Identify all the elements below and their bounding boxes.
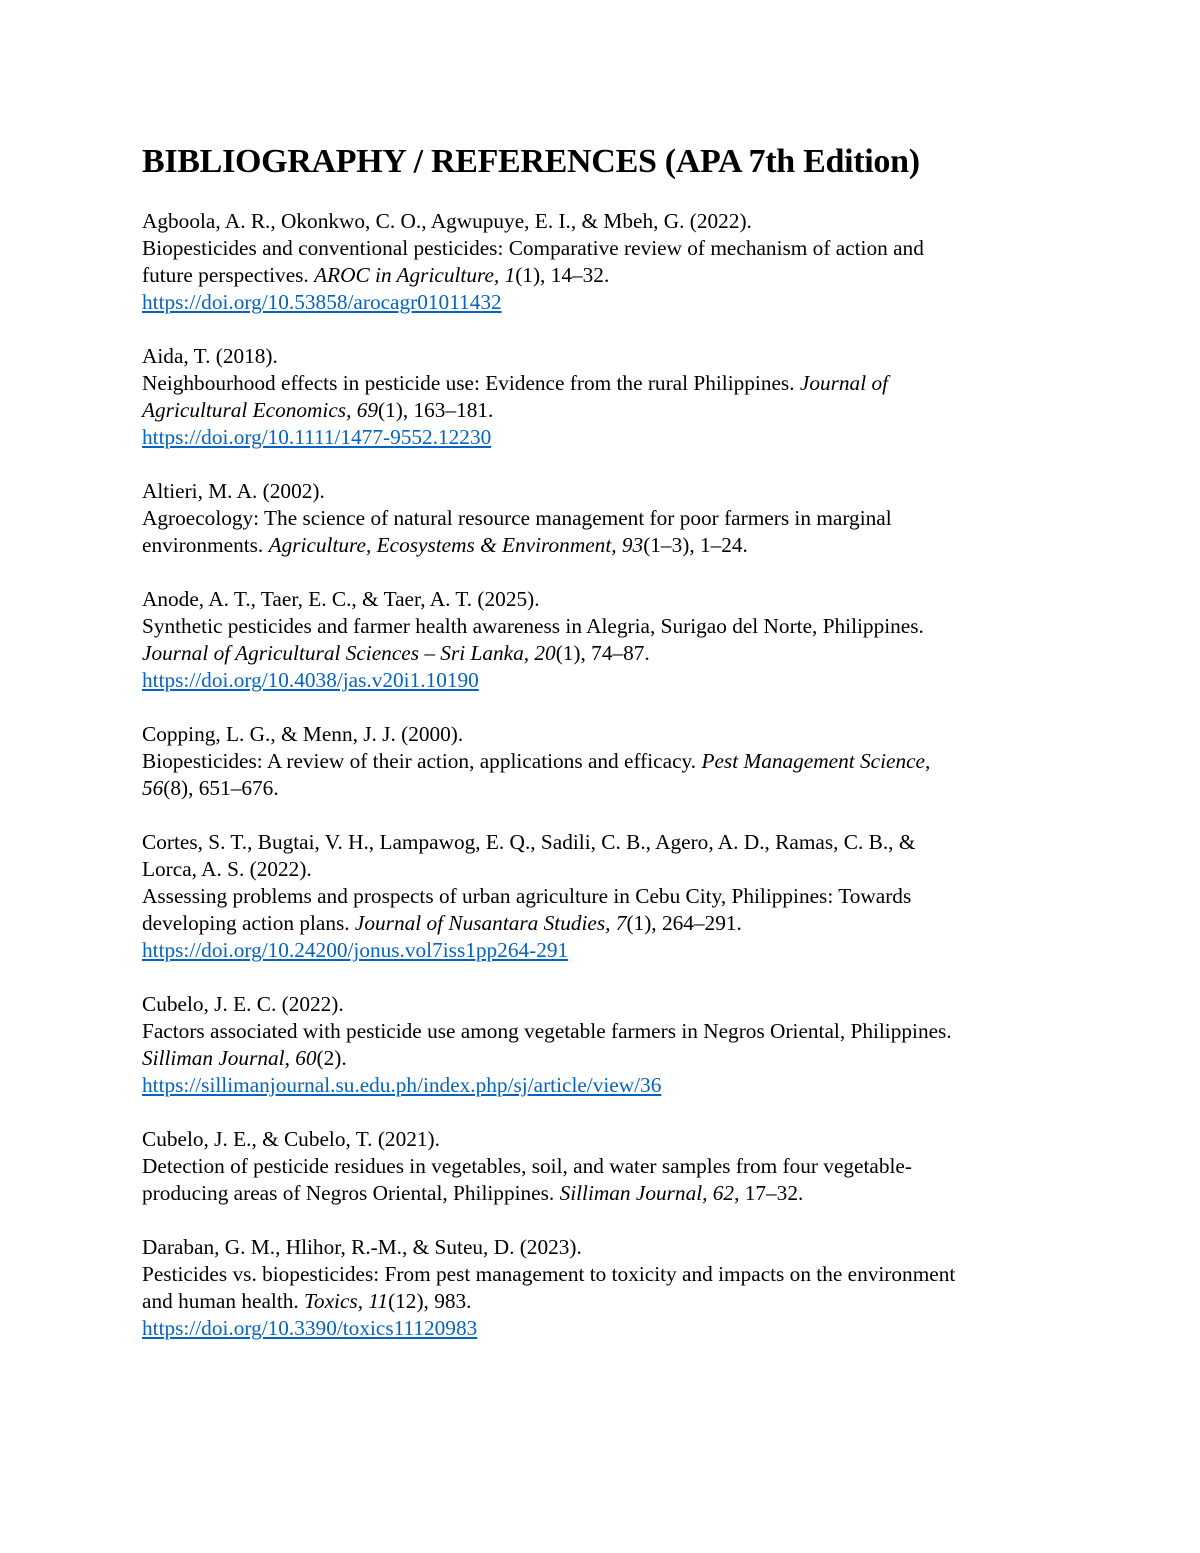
reference-title: Synthetic pesticides and farmer health awareness in Alegria, Surigao del Norte, Philippines.: [142, 614, 924, 638]
reference-journal: Agricultural Economics, 69: [142, 398, 379, 422]
reference-doi-link[interactable]: https://doi.org/10.1111/1477-9552.12230: [142, 425, 492, 449]
reference-issue-pages: (8), 651–676.: [163, 776, 279, 800]
reference-authors: Lorca, A. S. (2022).: [142, 857, 312, 881]
reference-title: future perspectives.: [142, 263, 315, 287]
reference-entry: [142, 1234, 1060, 1342]
reference-journal: 56: [142, 776, 164, 800]
reference-doi-link[interactable]: https://sillimanjournal.su.edu.ph/index.php/sj/article/view/36: [142, 1073, 662, 1097]
reference-authors: Daraban, G. M., Hlihor, R.-M., & Suteu, D. (2023).: [142, 1235, 582, 1259]
reference-issue-pages: (12), 983.: [388, 1289, 472, 1313]
reference-journal: Silliman Journal, 60: [142, 1046, 317, 1070]
reference-title: developing action plans.: [142, 911, 355, 935]
reference-doi-link[interactable]: https://doi.org/10.3390/toxics11120983: [142, 1316, 478, 1340]
page-title: BIBLIOGRAPHY / REFERENCES (APA 7th Edition): [142, 143, 920, 180]
reference-issue-pages: (1), 163–181.: [378, 398, 494, 422]
reference-title: Detection of pesticide residues in vegetables, soil, and water samples from four vegetable-: [142, 1154, 912, 1178]
reference-journal: Journal of Nusantara Studies, 7: [354, 911, 627, 935]
reference-entry: [142, 1126, 1060, 1207]
reference-journal: Journal of: [799, 371, 889, 395]
reference-authors: Anode, A. T., Taer, E. C., & Taer, A. T. (2025).: [142, 587, 540, 611]
reference-doi-link[interactable]: https://doi.org/10.53858/arocagr01011432: [142, 290, 502, 314]
reference-issue-pages: , 17–32.: [734, 1181, 804, 1205]
reference-entry: [142, 991, 1060, 1099]
reference-authors: Altieri, M. A. (2002).: [142, 479, 325, 503]
reference-title: Biopesticides: A review of their action, applications and efficacy.: [142, 749, 702, 773]
reference-entry: [142, 478, 1060, 559]
reference-title: Agroecology: The science of natural resource management for poor farmers in marginal: [142, 506, 892, 530]
reference-title: Factors associated with pesticide use among vegetable farmers in Negros Oriental, Philippines.: [142, 1019, 952, 1043]
reference-journal: AROC in Agriculture, 1: [314, 263, 516, 287]
reference-journal: Agriculture, Ecosystems & Environment, 93: [268, 533, 644, 557]
reference-issue-pages: (2).: [316, 1046, 347, 1070]
reference-authors: Cubelo, J. E. C. (2022).: [142, 992, 344, 1016]
reference-title: environments.: [142, 533, 269, 557]
reference-authors: Agboola, A. R., Okonkwo, C. O., Agwupuye, E. I., & Mbeh, G. (2022).: [142, 209, 752, 233]
reference-authors: Cubelo, J. E., & Cubelo, T. (2021).: [142, 1127, 440, 1151]
reference-entry: [142, 343, 1060, 451]
reference-authors: Aida, T. (2018).: [142, 344, 278, 368]
reference-journal: Toxics, 11: [304, 1289, 389, 1313]
reference-title: Neighbourhood effects in pesticide use: Evidence from the rural Philippines.: [142, 371, 800, 395]
reference-authors: Copping, L. G., & Menn, J. J. (2000).: [142, 722, 464, 746]
reference-issue-pages: (1–3), 1–24.: [643, 533, 748, 557]
reference-issue-pages: (1), 264–291.: [626, 911, 742, 935]
reference-title: and human health.: [142, 1289, 305, 1313]
reference-issue-pages: (1), 14–32.: [515, 263, 610, 287]
reference-doi-link[interactable]: https://doi.org/10.24200/jonus.vol7iss1pp264-291: [142, 938, 569, 962]
reference-issue-pages: (1), 74–87.: [555, 641, 650, 665]
reference-journal: Journal of Agricultural Sciences – Sri Lanka, 20: [142, 641, 556, 665]
reference-journal: Silliman Journal, 62: [559, 1181, 735, 1205]
reference-entry: [142, 586, 1060, 694]
reference-title: Pesticides vs. biopesticides: From pest management to toxicity and impacts on the environment: [142, 1262, 956, 1286]
reference-journal: Pest Management Science,: [701, 749, 931, 773]
reference-doi-link[interactable]: https://doi.org/10.4038/jas.v20i1.10190: [142, 668, 479, 692]
reference-entry: [142, 829, 1060, 964]
reference-entry: [142, 208, 1060, 316]
reference-title: Assessing problems and prospects of urban agriculture in Cebu City, Philippines: Towards: [142, 884, 912, 908]
reference-title: producing areas of Negros Oriental, Philippines.: [142, 1181, 560, 1205]
reference-title: Biopesticides and conventional pesticides: Comparative review of mechanism of action and: [142, 236, 924, 260]
reference-authors: Cortes, S. T., Bugtai, V. H., Lampawog, E. Q., Sadili, C. B., Agero, A. D., Ramas, C. B., &: [142, 830, 916, 854]
reference-entry: [142, 721, 1060, 802]
